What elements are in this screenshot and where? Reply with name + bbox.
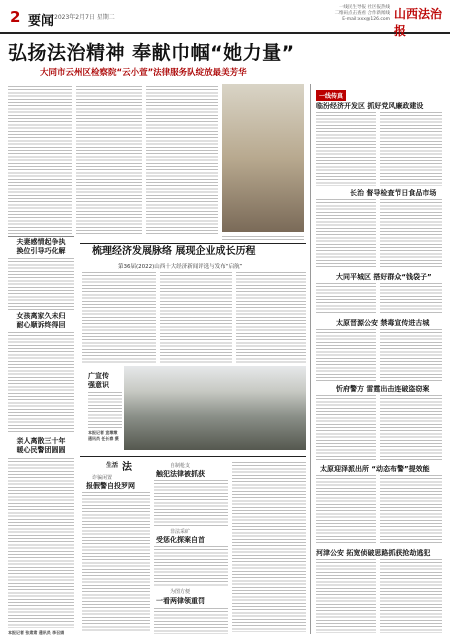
section-name: 要闻	[28, 14, 55, 29]
feature-body-text	[160, 272, 232, 364]
right-item-text	[380, 283, 442, 315]
life-item-kicker: 自制枪支	[170, 463, 191, 469]
photo-caption: 广宣传 强意识	[88, 372, 109, 389]
feature-body-text	[82, 272, 156, 364]
left-story-text	[8, 458, 74, 628]
contact-line: E-mail:xxx@126.com	[342, 17, 390, 22]
life-item-title: 触犯法律被抓获	[156, 470, 205, 478]
lead-photo	[222, 84, 304, 232]
life-item-text	[154, 480, 228, 526]
life-item-text	[82, 492, 150, 632]
lead-body-text	[222, 236, 304, 242]
right-item-text	[380, 559, 442, 633]
photo-credit: 通讯员 任长春 摄	[88, 436, 119, 441]
feature-headline: 梳理经济发展脉络 展现企业成长历程	[92, 246, 256, 257]
right-item-text	[316, 199, 376, 269]
right-item-text	[380, 329, 442, 381]
right-item-text	[380, 395, 442, 461]
photo-caption-text	[88, 392, 122, 428]
left-story-title: 亲人离散三十年 暖心民警团圆圆	[16, 437, 66, 454]
right-item-text	[316, 395, 376, 461]
newspaper-masthead: 山西法治报	[394, 7, 443, 38]
photo-credit: 本报记者 宣墩墩	[88, 430, 118, 435]
life-item-kicker: 诈骗闲置	[92, 475, 113, 481]
right-item-text	[316, 329, 376, 381]
right-item-text	[316, 475, 376, 545]
right-item-text	[380, 112, 442, 186]
lead-subheadline: 大同市云州区检察院“云小萱”法律服务队绽放最美芳华	[40, 68, 247, 78]
right-item-title: 临汾经济开发区 抓好党风廉政建设	[316, 102, 424, 110]
life-item-text	[154, 546, 228, 586]
life-item-kicker: 为图方便	[170, 589, 191, 595]
life-item-title: 受惩化探案自首	[156, 536, 205, 544]
right-item-title: 河津公安 拓宽侦破思路抓获抢劫逃犯	[316, 549, 431, 557]
life-item-text	[232, 462, 306, 632]
news-tag: 一线传真	[316, 90, 346, 101]
life-column-rule	[80, 456, 306, 457]
right-item-text	[316, 112, 376, 186]
life-item-title: 一看两律领重罚	[156, 597, 205, 605]
right-item-title: 大同平城区 搭好群众“钱袋子”	[336, 273, 432, 281]
contact-line: 二维码点击查看 合作新闻线	[334, 11, 390, 16]
life-column-stamp: 法	[122, 462, 132, 473]
feature-photo	[124, 366, 306, 450]
feature-body-text	[236, 272, 306, 364]
issue-date: 2023年2月7日 星期二	[54, 14, 115, 21]
life-item-text	[154, 608, 228, 634]
right-item-text	[380, 475, 442, 545]
page-number: 2	[10, 8, 21, 26]
life-column-label: 生活	[106, 462, 119, 469]
lead-body-text	[146, 86, 218, 234]
feature-top-rule	[80, 243, 306, 244]
left-story-title: 夫妻感情起争执 换位引导巧化解	[16, 238, 66, 255]
lead-headline: 弘扬法治精神 奉献巾帼“她力量”	[8, 42, 295, 64]
life-item-title: 报假警自投罗网	[86, 482, 135, 490]
left-story-text	[8, 258, 74, 310]
right-item-title: 忻府警方 雷霆出击连破盗窃案	[336, 385, 430, 393]
right-item-text	[316, 283, 376, 315]
right-item-text	[380, 199, 442, 269]
left-story-text	[8, 332, 74, 432]
right-item-title: 太原晋源公安 禁毒宣传进古城	[336, 319, 430, 327]
feature-subheadline: 第36届(2022)山西十大经济新闻评选与发布“启航”	[118, 264, 243, 270]
lead-body-text	[8, 86, 72, 234]
lead-body-text	[76, 86, 142, 234]
right-item-text	[316, 559, 376, 633]
right-column-divider	[310, 84, 311, 634]
right-item-title: 长治 督导检查节日食品市场	[350, 189, 437, 197]
life-item-kicker: 非法采矿	[170, 529, 191, 535]
contact-line: 一线民生导报 社区报热线	[339, 5, 390, 10]
left-byline: 本报记者 张肃肃 通讯员 李召娟	[8, 630, 65, 635]
left-story-title: 女孩离家久未归 耐心顺诉终得回	[16, 312, 66, 329]
right-item-title: 太原迎泽派出所 “动态布警”提效能	[320, 465, 430, 473]
contact-lines	[300, 5, 390, 23]
